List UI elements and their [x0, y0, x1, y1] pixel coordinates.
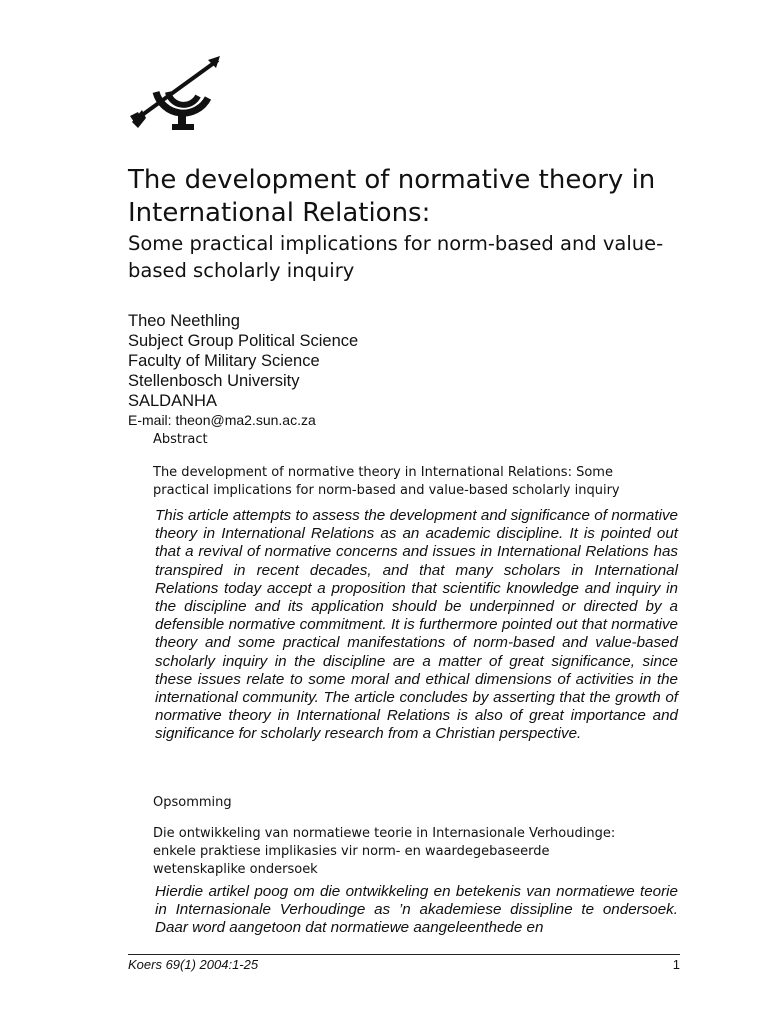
paper-subtitle: Some practical implications for norm-based and value-based scholarly inquiry [128, 232, 664, 282]
opsomming-heading [153, 825, 683, 879]
author-email: E-mail: theon@ma2.sun.ac.za [128, 412, 316, 428]
footer-divider [128, 954, 680, 955]
abstract-body: This article attempts to assess the development and significance of normative theory in International Relations as an academic discipline. It is pointed out that a revival of normative concerns and issues in International Relations has transpired in recent decades, and that many scholars in International Relations today accept a proposition that scientific knowledge and inquiry in the discipline and its application should be underpinned or directed by a defensible normative commitment. It is furthermore pointed out that normative theory and some practical manifestations of norm-based and value-based scholarly inquiry in the discipline are a matter of great significance, since these issues relate to some moral and ethical dimensions of activities in the international community. The article concludes by asserting that the growth of normative theory in International Relations is also of great importance and significance for scholarly research from a Christian perspective. [155, 507, 678, 743]
opsomming-heading-line: Die ontwikkeling van normatiewe teorie in Internasionale Verhoudinge: [153, 826, 616, 841]
opsomming-heading-line: enkele praktiese implikasies vir norm- en waardegebaseerde [153, 844, 550, 859]
abstract-label: Abstract [153, 432, 208, 447]
abstract-heading [153, 464, 683, 500]
author-location: SALDANHA [128, 392, 217, 410]
paper-title: The development of normative theory in International Relations: [128, 165, 656, 228]
opsomming-label: Opsomming [153, 795, 232, 810]
footer-citation: Koers 69(1) 2004:1-25 [128, 957, 259, 972]
author-faculty: Faculty of Military Science [128, 352, 320, 370]
opsomming-heading-line: wetenskaplike ondersoek [153, 862, 318, 877]
author-block [128, 311, 358, 429]
arrow-hammer-sickle-emblem-icon [128, 52, 224, 136]
author-university: Stellenbosch University [128, 372, 300, 390]
author-group: Subject Group Political Science [128, 332, 359, 350]
page-number: 1 [672, 957, 680, 972]
abstract-heading-line: practical implications for norm-based and value-based scholarly inquiry [153, 483, 620, 498]
author-name: Theo Neethling [128, 312, 240, 330]
abstract-heading-line: The development of normative theory in International Relations: Some [153, 465, 613, 480]
opsomming-body: Hierdie artikel poog om die ontwikkeling en betekenis van normatiewe teorie in Internasionale Verhoudinge as ’n akademiese dissipline te ondersoek. Daar word aangetoon dat normatiewe aangeleenthede en [155, 883, 678, 937]
